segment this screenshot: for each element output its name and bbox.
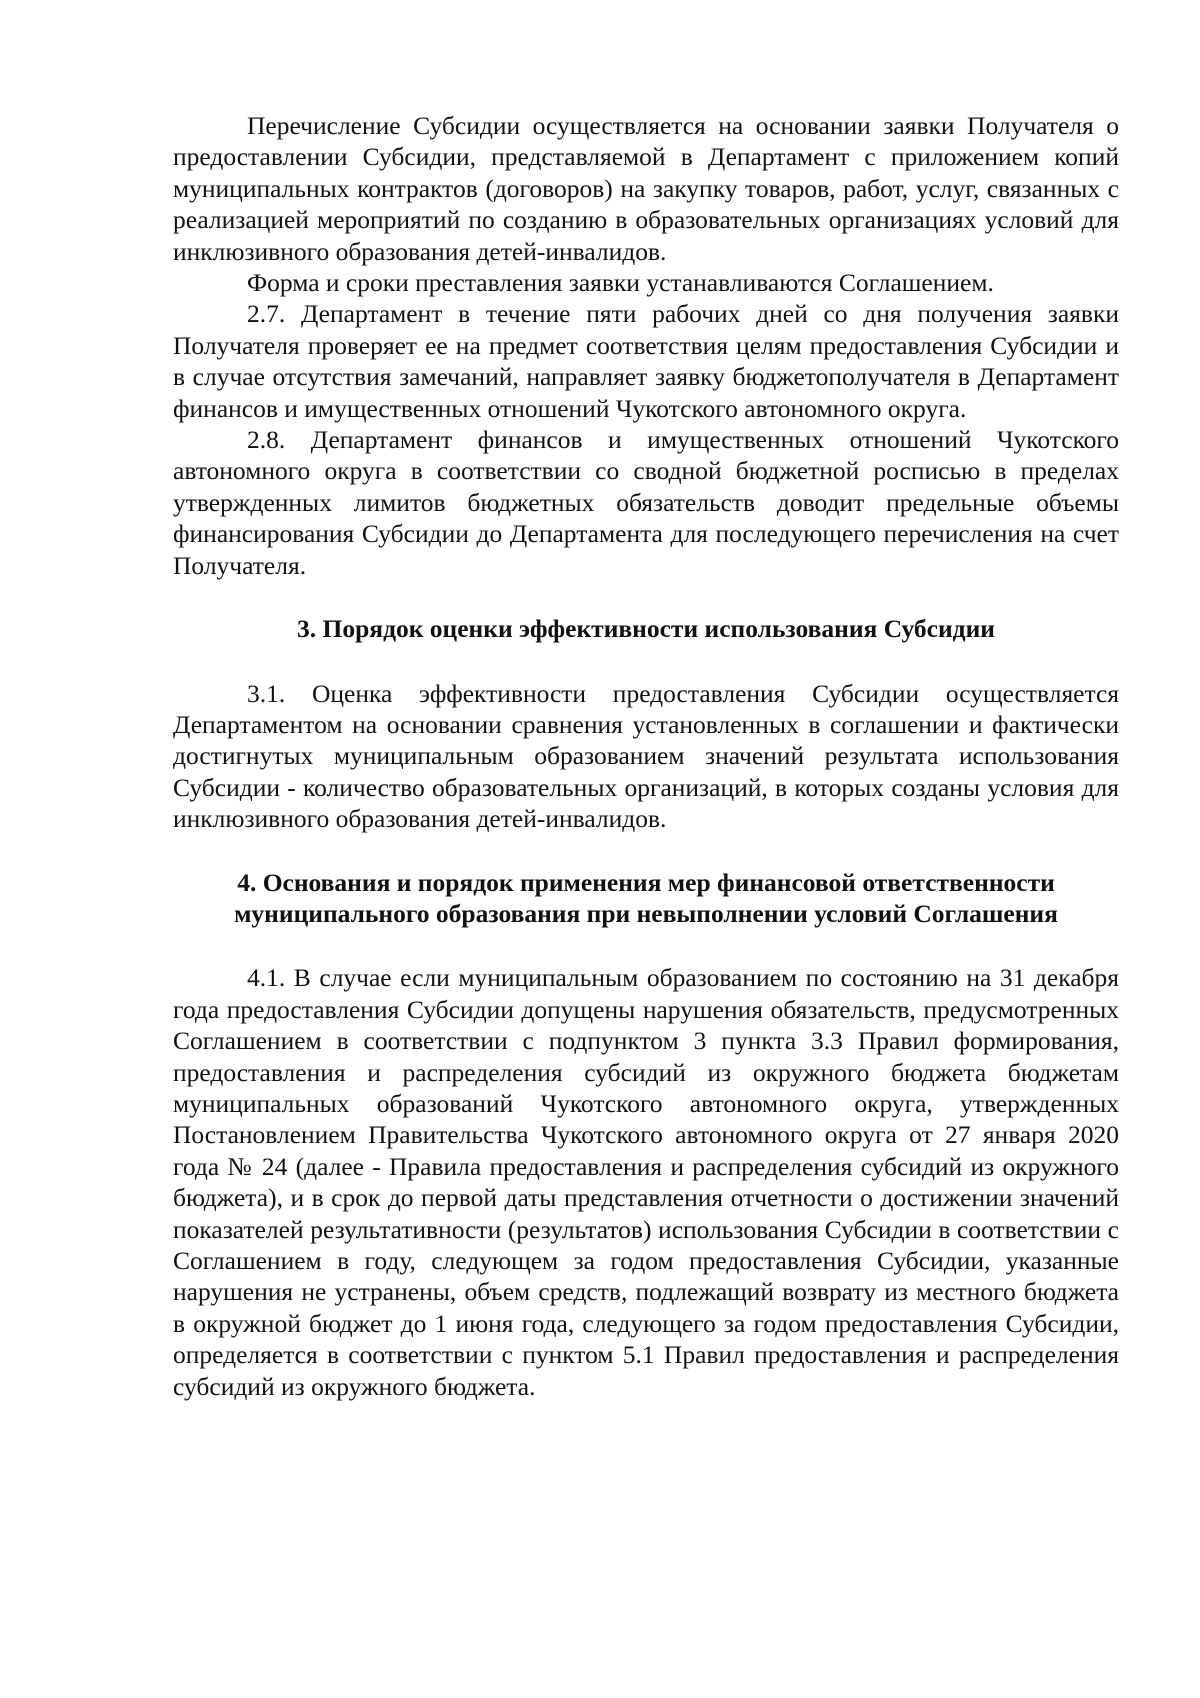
paragraph-3-1: 3.1. Оценка эффективности предоставления Субсидии осуществляется Департаментом на основании сравнения установленных в соглашении и фактически достигнутых муниципальным образованием значений результата использования Субсидии - количество образовательных организаций, в которых созданы условия для инклюзивного образования детей-инвалидов. bbox=[173, 678, 1119, 834]
paragraph-2-7: 2.7. Департамент в течение пяти рабочих дней со дня получения заявки Получателя проверяет ее на предмет соответствия целям предоставления Субсидии и в случае отсутствия замечаний, направляет заявку бюджетополучателя в Департамент финансов и имущественных отношений Чукотского автономного округа. bbox=[173, 299, 1119, 423]
section-4-heading-line-1: 4. Основания и порядок применения мер финансовой ответственности bbox=[237, 867, 1055, 897]
paragraph-4-1: 4.1. В случае если муниципальным образованием по состоянию на 31 декабря года предоставления Субсидии допущены нарушения обязательств, предусмотренных Соглашением в соответствии с подпунктом 3 пункта 3.3 Правил формирования, предоставления и распределения субсидий из окружного бюджета бюджетам муниципальных образований Чукотского автономного округа, утвержденных Постановлением Правительства Чукотского автономного округа от 27 января 2020 года № 24 (далее - Правила предоставления и распределения субсидий из окружного бюджета), и в срок до первой даты представления отчетности о достижении значений показателей результативности (результатов) использования Субсидии в соответствии с Соглашением в году, следующем за годом предоставления Субсидии, указанные нарушения не устранены, объем средств, подлежащий возврату из местного бюджета в окружной бюджет до 1 июня года, следующего за годом предоставления Субсидии, определяется в соответствии с пунктом 5.1 Правил предоставления и распределения субсидий из окружного бюджета. bbox=[173, 963, 1119, 1401]
paragraph-application-form: Форма и сроки преставления заявки устанавливаются Соглашением. bbox=[247, 268, 994, 298]
section-4-heading-line-2: муниципального образования при невыполнении условий Соглашения bbox=[234, 898, 1058, 928]
section-3-heading: 3. Порядок оценки эффективности использования Субсидии bbox=[297, 614, 995, 644]
paragraph-2-8: 2.8. Департамент финансов и имущественных отношений Чукотского автономного округа в соответствии со сводной бюджетной росписью в пределах утвержденных лимитов бюджетных обязательств доводит предельные объемы финансирования Субсидии до Департамента для последующего перечисления на счет Получателя. bbox=[173, 425, 1119, 580]
paragraph-transfer-basis: Перечисление Субсидии осуществляется на основании заявки Получателя о предоставлении Субсидии, представляемой в Департамент с приложением копий муниципальных контрактов (договоров) на закупку товаров, работ, услуг, связанных с реализацией мероприятий по созданию в образовательных организациях условий для инклюзивного образования детей-инвалидов. bbox=[173, 111, 1119, 266]
section-4-heading bbox=[173, 867, 1119, 930]
document-body bbox=[173, 110, 1119, 1402]
